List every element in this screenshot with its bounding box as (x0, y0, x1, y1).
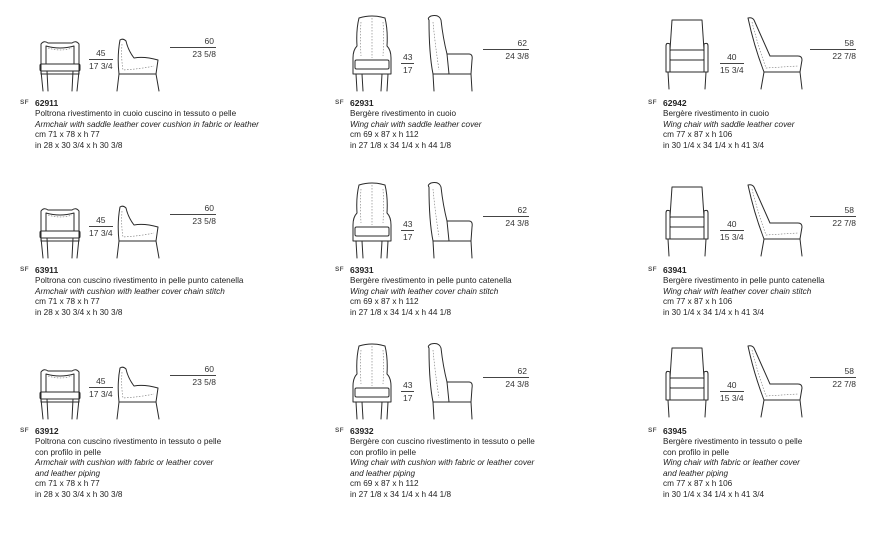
description-line-english: Wing chair with saddle leather cover (663, 119, 795, 129)
description-line: con profilo in pelle (35, 447, 101, 457)
side-dimension (483, 366, 529, 389)
product-card (20, 175, 290, 335)
chair-side-view (744, 344, 806, 423)
side-dimension (810, 205, 856, 228)
description-line: Poltrona rivestimento in cuoio cuscino in tessuto o pelle (35, 109, 237, 118)
front-dimension (720, 52, 744, 75)
description-line: Bergère rivestimento in pelle punto catenella (663, 276, 825, 285)
description-line: Bergère rivestimento in tessuto o pelle (663, 437, 803, 446)
description-line: cm 77 x 87 x h 106 (663, 297, 733, 307)
dimension-inches: 17 3/4 (89, 389, 113, 399)
dimension-inches: 17 3/4 (89, 61, 113, 71)
sf-label: SF (335, 266, 344, 273)
description-line: cm 71 x 78 x h 77 (35, 297, 100, 307)
dimension-inches: 24 3/8 (505, 218, 529, 228)
front-dimension (89, 376, 113, 399)
description-line: Bergère con cuscino rivestimento in tessuto o pelle (350, 437, 535, 446)
dimension-inches: 15 3/4 (720, 232, 744, 242)
sf-label: SF (20, 99, 29, 106)
side-dimension (810, 366, 856, 389)
product-code: 62942 (663, 98, 687, 108)
dimension-cm: 62 (483, 205, 529, 217)
dimension-inches: 24 3/8 (505, 51, 529, 61)
dimension-inches: 23 5/8 (192, 377, 216, 387)
chair-front-view (664, 344, 710, 423)
dimension-cm: 58 (810, 205, 856, 217)
description-line: cm 69 x 87 x h 112 (350, 130, 419, 140)
chair-side-view (114, 364, 162, 425)
description-line: cm 71 x 78 x h 77 (35, 479, 100, 489)
description-line-english: Wing chair with saddle leather cover (350, 119, 482, 129)
description-line: cm 77 x 87 x h 106 (663, 479, 733, 489)
dimension-inches: 23 5/8 (192, 216, 216, 226)
dimension-inches: 17 (403, 65, 413, 75)
description-line: in 27 1/8 x 34 1/4 x h 44 1/8 (350, 489, 452, 499)
chair-front-view (351, 181, 393, 264)
product-card (648, 336, 874, 499)
dimension-cm: 45 (89, 48, 113, 60)
description-line: cm 69 x 87 x h 112 (350, 479, 419, 489)
front-dimension (401, 380, 414, 403)
chair-side-view (425, 14, 475, 97)
product-code: 63931 (350, 265, 374, 275)
dimension-cm: 40 (720, 380, 744, 392)
dimension-inches: 23 5/8 (192, 49, 216, 59)
product-card (335, 336, 605, 499)
product-code: 62911 (35, 98, 59, 108)
description-line: cm 69 x 87 x h 112 (350, 297, 419, 307)
side-dimension (483, 38, 529, 61)
description-line: Poltrona con cuscino rivestimento in pelle punto catenella (35, 276, 244, 285)
front-dimension (89, 48, 113, 71)
description-line: con profilo in pelle (350, 447, 416, 457)
chair-front-view (664, 16, 710, 95)
description-line: in 28 x 30 3/4 x h 30 3/8 (35, 307, 123, 317)
product-description (350, 109, 590, 151)
sf-label: SF (648, 427, 657, 434)
chair-side-view (114, 203, 162, 264)
product-card (335, 8, 605, 168)
product-card (648, 175, 874, 335)
description-line-english: and leather piping (35, 468, 101, 478)
description-line: in 30 1/4 x 34 1/4 x h 41 3/4 (663, 307, 765, 317)
description-line-english: and leather piping (350, 468, 416, 478)
description-line: Bergère rivestimento in pelle punto catenella (350, 276, 512, 285)
description-line: Bergère rivestimento in cuoio (663, 109, 770, 118)
side-dimension (810, 38, 856, 61)
product-code: 63911 (35, 265, 59, 275)
chair-front-view (38, 364, 82, 425)
description-line: con profilo in pelle (663, 447, 729, 457)
description-line: cm 71 x 78 x h 77 (35, 130, 100, 140)
dimension-cm: 62 (483, 366, 529, 378)
dimension-cm: 60 (170, 36, 216, 48)
dimension-cm: 40 (720, 219, 744, 231)
description-line: in 27 1/8 x 34 1/4 x h 44 1/8 (350, 307, 452, 317)
dimension-cm: 58 (810, 38, 856, 50)
description-line: in 30 1/4 x 34 1/4 x h 41 3/4 (663, 140, 765, 150)
sf-label: SF (335, 99, 344, 106)
product-code: 63941 (663, 265, 687, 275)
description-line: Bergère rivestimento in cuoio (350, 109, 457, 118)
description-line-english: and leather piping (663, 468, 729, 478)
sf-label: SF (648, 266, 657, 273)
product-description (35, 109, 275, 151)
description-line: in 28 x 30 3/4 x h 30 3/8 (35, 140, 123, 150)
side-dimension (170, 203, 216, 226)
front-dimension (89, 215, 113, 238)
product-description (663, 109, 874, 151)
product-code: 62931 (350, 98, 374, 108)
sf-label: SF (648, 99, 657, 106)
description-line: in 30 1/4 x 34 1/4 x h 41 3/4 (663, 489, 765, 499)
product-description (35, 437, 275, 501)
chair-side-view (114, 36, 162, 97)
dimension-cm: 60 (170, 364, 216, 376)
front-dimension (720, 219, 744, 242)
chair-side-view (744, 183, 806, 262)
product-description (350, 437, 590, 501)
front-dimension (401, 219, 414, 242)
product-code: 63945 (663, 426, 687, 436)
chair-front-view (38, 203, 82, 264)
description-line-english: Armchair with cushion with fabric or leather cover (35, 458, 214, 468)
sf-label: SF (335, 427, 344, 434)
description-line: Poltrona con cuscino rivestimento in tessuto o pelle (35, 437, 222, 446)
chair-front-view (351, 342, 393, 425)
chair-front-view (38, 36, 82, 97)
product-card (20, 336, 290, 499)
side-dimension (483, 205, 529, 228)
dimension-cm: 58 (810, 366, 856, 378)
chair-side-view (425, 342, 475, 425)
product-description (350, 276, 590, 318)
dimension-inches: 15 3/4 (720, 65, 744, 75)
dimension-cm: 60 (170, 203, 216, 215)
dimension-inches: 22 7/8 (832, 379, 856, 389)
dimension-cm: 45 (89, 376, 113, 388)
description-line-english: Wing chair with cushion with fabric or leather cover (350, 458, 535, 468)
description-line-english: Armchair with cushion with leather cover chain stitch (35, 286, 225, 296)
dimension-inches: 17 (403, 232, 413, 242)
dimension-inches: 15 3/4 (720, 393, 744, 403)
description-line: in 28 x 30 3/4 x h 30 3/8 (35, 489, 123, 499)
product-description (663, 276, 874, 318)
dimension-inches: 22 7/8 (832, 218, 856, 228)
dimension-cm: 62 (483, 38, 529, 50)
dimension-cm: 45 (89, 215, 113, 227)
sf-label: SF (20, 427, 29, 434)
sf-label: SF (20, 266, 29, 273)
chair-front-view (664, 183, 710, 262)
dimension-inches: 22 7/8 (832, 51, 856, 61)
product-card (335, 175, 605, 335)
side-dimension (170, 364, 216, 387)
front-dimension (401, 52, 414, 75)
product-description (663, 437, 874, 501)
dimension-inches: 17 3/4 (89, 228, 113, 238)
product-card (648, 8, 874, 168)
product-description (35, 276, 275, 318)
description-line-english: Armchair with saddle leather cover cushion in fabric or leather (35, 119, 259, 129)
dimension-cm: 43 (403, 52, 413, 62)
dimension-cm: 40 (720, 52, 744, 64)
product-card (20, 8, 290, 168)
description-line: in 27 1/8 x 34 1/4 x h 44 1/8 (350, 140, 452, 150)
side-dimension (170, 36, 216, 59)
chair-front-view (351, 14, 393, 97)
chair-side-view (744, 16, 806, 95)
description-line-english: Wing chair with leather cover chain stitch (350, 286, 499, 296)
dimension-cm: 43 (403, 219, 413, 229)
description-line-english: Wing chair with fabric or leather cover (663, 458, 800, 468)
product-code: 63912 (35, 426, 59, 436)
description-line-english: Wing chair with leather cover chain stitch (663, 286, 812, 296)
dimension-inches: 17 (403, 393, 413, 403)
dimension-inches: 24 3/8 (505, 379, 529, 389)
description-line: cm 77 x 87 x h 106 (663, 130, 733, 140)
front-dimension (720, 380, 744, 403)
dimension-cm: 43 (403, 380, 413, 390)
product-code: 63932 (350, 426, 374, 436)
chair-side-view (425, 181, 475, 264)
